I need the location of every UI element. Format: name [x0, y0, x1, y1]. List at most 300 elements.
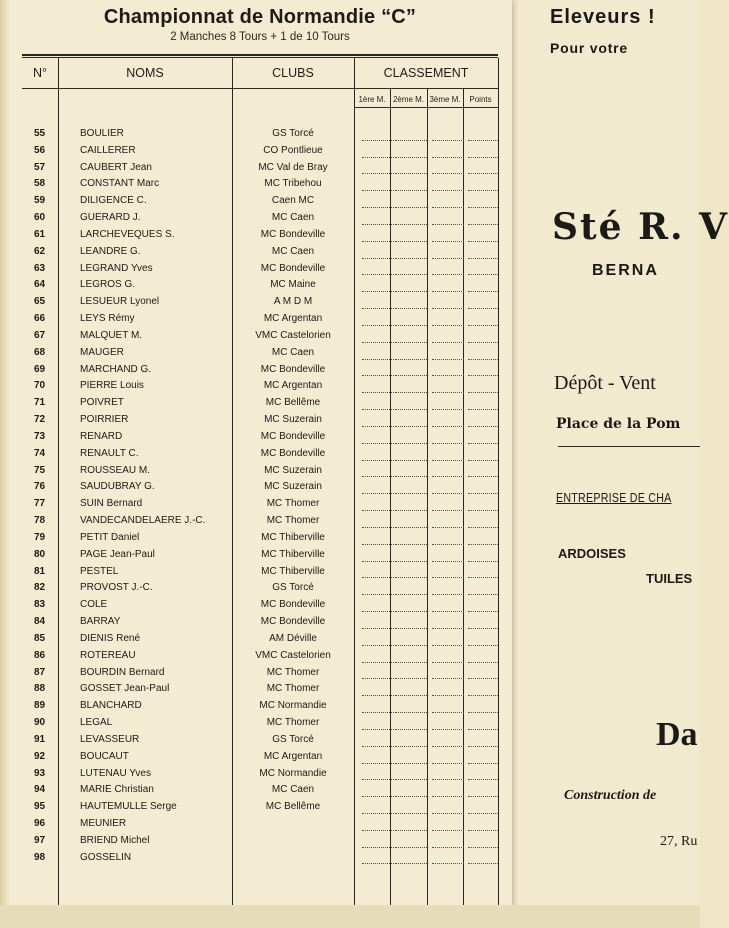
entry-row	[22, 698, 498, 715]
entry-number: 69	[34, 363, 46, 375]
score-blank	[432, 746, 464, 747]
score-blank	[468, 628, 498, 629]
subheader-m1: 1ère M.	[358, 95, 386, 104]
entry-number: 96	[34, 818, 46, 830]
entry-row	[22, 429, 498, 446]
entry-number: 58	[34, 178, 46, 190]
score-blank	[432, 662, 464, 663]
score-blank	[468, 594, 498, 595]
entry-row	[22, 631, 498, 648]
entry-club: Caen MC	[271, 195, 315, 207]
entry-number: 95	[34, 801, 46, 813]
entry-row	[22, 580, 498, 597]
entry-row	[22, 681, 498, 698]
entry-club: MC Thomer	[266, 666, 320, 678]
header-clubs: CLUBS	[272, 66, 314, 80]
score-blank	[468, 847, 498, 848]
score-blank	[432, 527, 464, 528]
score-blank	[432, 577, 464, 578]
entry-club: MC Argentan	[263, 313, 323, 325]
ad-depot: Dépôt - Vent	[554, 372, 656, 394]
score-blank	[432, 544, 464, 545]
score-blank	[362, 729, 394, 730]
entry-row	[22, 496, 498, 513]
entry-name: GOSSELIN	[80, 851, 132, 863]
entry-club: MC Normandie	[259, 700, 327, 712]
score-blank	[468, 510, 498, 511]
score-blank	[395, 291, 427, 292]
entry-club: MC Thiberville	[261, 565, 325, 577]
score-blank	[432, 409, 464, 410]
entry-name: ROTEREAU	[80, 649, 136, 661]
entry-number: 98	[34, 851, 46, 863]
score-blank	[362, 173, 394, 174]
subheader-rule	[354, 107, 498, 108]
entry-number: 76	[34, 481, 46, 493]
entry-row	[22, 732, 498, 749]
entry-number: 62	[34, 245, 46, 257]
score-blank	[362, 291, 394, 292]
entry-club: MC Bellême	[265, 397, 321, 409]
entry-row	[22, 160, 498, 177]
score-blank	[468, 729, 498, 730]
score-blank	[468, 577, 498, 578]
score-blank	[468, 291, 498, 292]
score-blank	[362, 510, 394, 511]
entry-club: MC Caen	[271, 245, 315, 257]
score-blank	[432, 510, 464, 511]
score-blank	[395, 409, 427, 410]
score-blank	[362, 561, 394, 562]
score-blank	[432, 274, 464, 275]
score-blank	[362, 763, 394, 764]
score-blank	[432, 476, 464, 477]
entry-club: VMC Castelorien	[255, 649, 331, 661]
entry-row	[22, 328, 498, 345]
score-blank	[395, 645, 427, 646]
entry-row	[22, 463, 498, 480]
score-blank	[432, 258, 464, 259]
score-blank	[432, 796, 464, 797]
entry-row	[22, 715, 498, 732]
score-blank	[395, 695, 427, 696]
score-blank	[395, 493, 427, 494]
score-blank	[362, 274, 394, 275]
entry-number: 65	[34, 296, 46, 308]
entry-name: MEUNIER	[80, 818, 127, 830]
score-blank	[468, 392, 498, 393]
col-divider-right	[498, 58, 499, 910]
score-blank	[432, 561, 464, 562]
entry-name: CAILLERER	[80, 144, 136, 156]
score-blank	[395, 779, 427, 780]
score-blank	[432, 207, 464, 208]
score-blank	[362, 476, 394, 477]
score-blank	[362, 779, 394, 780]
score-blank	[468, 544, 498, 545]
entry-row	[22, 378, 498, 395]
entry-name: HAUTEMULLE Serge	[80, 801, 177, 813]
ad-tuiles: TUILES	[646, 571, 693, 586]
entry-club: A M D M	[273, 296, 313, 308]
score-blank	[395, 157, 427, 158]
score-blank	[395, 611, 427, 612]
entry-club: MC Bondeville	[260, 228, 326, 240]
entry-name: MALQUET M.	[80, 329, 143, 341]
entry-number: 64	[34, 279, 46, 291]
score-blank	[362, 409, 394, 410]
entry-name: PESTEL	[80, 565, 119, 577]
score-blank	[395, 678, 427, 679]
entry-number: 78	[34, 515, 46, 527]
entry-number: 71	[34, 397, 46, 409]
entry-name: LEGAL	[80, 717, 113, 729]
entry-number: 67	[34, 329, 46, 341]
score-blank	[395, 510, 427, 511]
entry-name: BOUCAUT	[80, 750, 129, 762]
score-blank	[362, 863, 394, 864]
score-blank	[362, 140, 394, 141]
header-classement: CLASSEMENT	[383, 66, 469, 80]
score-blank	[432, 392, 464, 393]
score-blank	[432, 594, 464, 595]
score-blank	[362, 746, 394, 747]
entry-number: 55	[34, 128, 46, 139]
score-blank	[432, 628, 464, 629]
ad-street: 27, Ru	[660, 834, 698, 849]
score-blank	[362, 712, 394, 713]
score-blank	[395, 460, 427, 461]
score-blank	[362, 577, 394, 578]
score-blank	[468, 224, 498, 225]
entry-name: POIRRIER	[80, 414, 129, 426]
score-blank	[468, 813, 498, 814]
entry-row	[22, 294, 498, 311]
score-blank	[468, 662, 498, 663]
score-blank	[362, 258, 394, 259]
score-blank	[432, 375, 464, 376]
ad-construction: Construction de	[564, 788, 657, 803]
entry-row	[22, 665, 498, 682]
score-blank	[362, 224, 394, 225]
entry-row	[22, 513, 498, 530]
score-blank	[432, 241, 464, 242]
score-blank	[362, 392, 394, 393]
score-blank	[468, 476, 498, 477]
entry-name: LEVASSEUR	[80, 733, 140, 745]
paper-edge	[0, 0, 10, 915]
entry-row	[22, 547, 498, 564]
score-blank	[432, 426, 464, 427]
score-blank	[395, 392, 427, 393]
entry-row	[22, 395, 498, 412]
entry-name: SUIN Bernard	[80, 498, 143, 510]
score-blank	[432, 729, 464, 730]
score-blank	[468, 763, 498, 764]
score-blank	[362, 443, 394, 444]
score-blank	[362, 190, 394, 191]
entry-name: PROVOST J.-C.	[80, 582, 153, 594]
score-blank	[395, 561, 427, 562]
score-blank	[468, 258, 498, 259]
ad-divider	[558, 446, 700, 447]
score-blank	[362, 645, 394, 646]
entry-name: PAGE Jean-Paul	[80, 548, 155, 560]
score-blank	[362, 460, 394, 461]
table-surface	[0, 905, 700, 928]
entry-club: MC Bondeville	[260, 447, 326, 459]
entry-name: DILIGENCE C.	[80, 195, 147, 207]
entry-row	[22, 362, 498, 379]
entry-row	[22, 244, 498, 261]
score-blank	[432, 291, 464, 292]
entry-club: VMC Castelorien	[255, 329, 331, 341]
score-blank	[362, 325, 394, 326]
entry-club: MC Caen	[271, 212, 315, 224]
entry-name: GUERARD J.	[80, 212, 141, 224]
entry-number: 92	[34, 750, 46, 762]
entry-number: 81	[34, 565, 46, 577]
entry-row	[22, 850, 498, 867]
score-blank	[468, 173, 498, 174]
score-blank	[362, 695, 394, 696]
entry-name: LEYS Rémy	[80, 313, 135, 325]
score-blank	[395, 763, 427, 764]
score-blank	[395, 796, 427, 797]
score-blank	[468, 140, 498, 141]
score-blank	[432, 863, 464, 864]
entry-name: LUTENAU Yves	[80, 767, 151, 779]
header-rule	[22, 54, 498, 56]
entry-number: 73	[34, 430, 46, 442]
score-blank	[468, 561, 498, 562]
entry-number: 70	[34, 380, 46, 392]
entry-name: MARIE Christian	[80, 784, 154, 796]
entry-name: CONSTANT Marc	[80, 178, 160, 190]
entry-club: MC Caen	[271, 346, 315, 358]
score-blank	[432, 157, 464, 158]
entry-number: 61	[34, 228, 46, 240]
score-blank	[395, 308, 427, 309]
entry-name: CAUBERT Jean	[80, 161, 152, 173]
entry-number: 83	[34, 599, 46, 611]
score-blank	[468, 746, 498, 747]
score-blank	[432, 224, 464, 225]
header-no: N°	[32, 66, 48, 80]
score-blank	[395, 207, 427, 208]
entry-name: BARRAY	[80, 616, 121, 628]
entry-row	[22, 749, 498, 766]
score-blank	[362, 241, 394, 242]
score-blank	[395, 813, 427, 814]
score-blank	[468, 274, 498, 275]
score-blank	[432, 140, 464, 141]
entry-row	[22, 446, 498, 463]
score-blank	[468, 241, 498, 242]
entry-club: MC Thiberville	[261, 548, 325, 560]
entry-name: BOURDIN Bernard	[80, 666, 165, 678]
entry-name: POIVRET	[80, 397, 124, 409]
entry-number: 90	[34, 717, 46, 729]
score-blank	[362, 813, 394, 814]
score-blank	[432, 308, 464, 309]
score-blank	[362, 611, 394, 612]
entry-name: GOSSET Jean-Paul	[80, 683, 170, 695]
score-blank	[432, 325, 464, 326]
entry-name: LESUEUR Lyonel	[80, 296, 160, 308]
score-blank	[432, 779, 464, 780]
score-blank	[395, 527, 427, 528]
entry-name: LEANDRE G.	[80, 245, 141, 257]
score-blank	[362, 628, 394, 629]
entry-name: SAUDUBRAY G.	[80, 481, 155, 493]
score-blank	[468, 157, 498, 158]
score-blank	[362, 830, 394, 831]
score-blank	[468, 796, 498, 797]
score-blank	[432, 359, 464, 360]
score-blank	[395, 190, 427, 191]
score-blank	[362, 594, 394, 595]
header-noms: NOMS	[126, 66, 164, 80]
entry-row	[22, 614, 498, 631]
score-blank	[395, 628, 427, 629]
entry-club: MC Suzerain	[264, 481, 322, 493]
score-blank	[395, 544, 427, 545]
page-subtitle: 2 Manches 8 Tours + 1 de 10 Tours	[170, 31, 350, 43]
entry-row	[22, 126, 498, 143]
score-blank	[432, 813, 464, 814]
entry-number: 94	[34, 784, 46, 796]
entry-row	[22, 193, 498, 210]
entry-name: PIERRE Louis	[80, 380, 144, 392]
score-blank	[468, 645, 498, 646]
entry-club: MC Tribehou	[264, 178, 322, 190]
entry-name: VANDECANDELAERE J.-C.	[80, 515, 206, 527]
subheader-points: Points	[469, 95, 492, 104]
entry-number: 88	[34, 683, 46, 695]
ad-subheadline: Pour votre	[550, 40, 629, 56]
score-blank	[468, 426, 498, 427]
score-blank	[432, 830, 464, 831]
entry-name: DIENIS René	[80, 632, 141, 644]
entry-club: MC Bondeville	[260, 616, 326, 628]
score-blank	[395, 746, 427, 747]
score-blank	[468, 830, 498, 831]
entry-club: AM Déville	[269, 632, 317, 644]
entry-number: 80	[34, 548, 46, 560]
page-title: Championnat de Normandie “C”	[103, 6, 417, 28]
score-blank	[395, 729, 427, 730]
entry-club: MC Suzerain	[264, 414, 322, 426]
score-blank	[395, 476, 427, 477]
score-blank	[395, 594, 427, 595]
score-blank	[362, 847, 394, 848]
entry-number: 91	[34, 733, 46, 745]
entry-club: MC Thomer	[266, 515, 320, 527]
score-blank	[362, 527, 394, 528]
score-blank	[432, 493, 464, 494]
entry-row	[22, 479, 498, 496]
entry-name: LEGROS G.	[80, 279, 136, 291]
entry-club: MC Maine	[270, 279, 316, 291]
score-blank	[395, 258, 427, 259]
entry-name: LARCHEVEQUES S.	[80, 228, 175, 240]
score-blank	[395, 140, 427, 141]
entry-number: 63	[34, 262, 46, 274]
score-blank	[468, 308, 498, 309]
entry-row	[22, 210, 498, 227]
ad-town: BERNA	[592, 262, 659, 279]
entry-club: MC Val de Bray	[258, 161, 328, 173]
entry-club: MC Bondeville	[260, 599, 326, 611]
entry-row	[22, 782, 498, 799]
score-blank	[468, 190, 498, 191]
score-blank	[362, 375, 394, 376]
score-blank	[468, 712, 498, 713]
score-blank	[432, 173, 464, 174]
score-blank	[362, 678, 394, 679]
subheader-m3: 3ème M.	[429, 95, 461, 104]
entry-club: CO Pontlieue	[263, 144, 323, 156]
entry-club: MC Argentan	[263, 750, 323, 762]
score-blank	[468, 359, 498, 360]
entry-club: MC Thomer	[266, 717, 320, 729]
entry-number: 82	[34, 582, 46, 594]
entry-name: MAUGER	[80, 346, 124, 358]
entry-number: 89	[34, 700, 46, 712]
score-blank	[395, 847, 427, 848]
score-blank	[362, 342, 394, 343]
entry-number: 60	[34, 212, 46, 224]
score-blank	[362, 493, 394, 494]
score-blank	[432, 190, 464, 191]
entry-row	[22, 799, 498, 816]
ad-ardoises: ARDOISES	[558, 546, 626, 561]
entry-name: PETIT Daniel	[80, 531, 140, 543]
ad-firm-name: Sté R. V	[552, 206, 729, 248]
entry-name: MARCHAND G.	[80, 363, 152, 375]
score-blank	[395, 274, 427, 275]
entry-row	[22, 261, 498, 278]
score-blank	[468, 325, 498, 326]
score-blank	[362, 308, 394, 309]
entry-number: 66	[34, 313, 46, 325]
entry-club: MC Bondeville	[260, 363, 326, 375]
score-blank	[432, 611, 464, 612]
entry-number: 74	[34, 447, 46, 459]
score-blank	[395, 863, 427, 864]
score-blank	[432, 645, 464, 646]
entry-club: MC Bellême	[265, 801, 321, 813]
entry-row	[22, 530, 498, 547]
score-blank	[362, 207, 394, 208]
ad-headline: Eleveurs !	[550, 6, 656, 28]
entry-name: BLANCHARD	[80, 700, 142, 712]
score-blank	[362, 359, 394, 360]
entry-number: 85	[34, 632, 46, 644]
score-blank	[468, 460, 498, 461]
score-blank	[395, 173, 427, 174]
entry-row	[22, 345, 498, 362]
score-blank	[432, 847, 464, 848]
entry-name: LEGRAND Yves	[80, 262, 153, 274]
score-blank	[468, 375, 498, 376]
entry-row	[22, 143, 498, 160]
score-blank	[432, 443, 464, 444]
entry-row	[22, 277, 498, 294]
ad-entreprise: ENTREPRISE DE CHA	[556, 490, 672, 505]
entry-row	[22, 833, 498, 850]
